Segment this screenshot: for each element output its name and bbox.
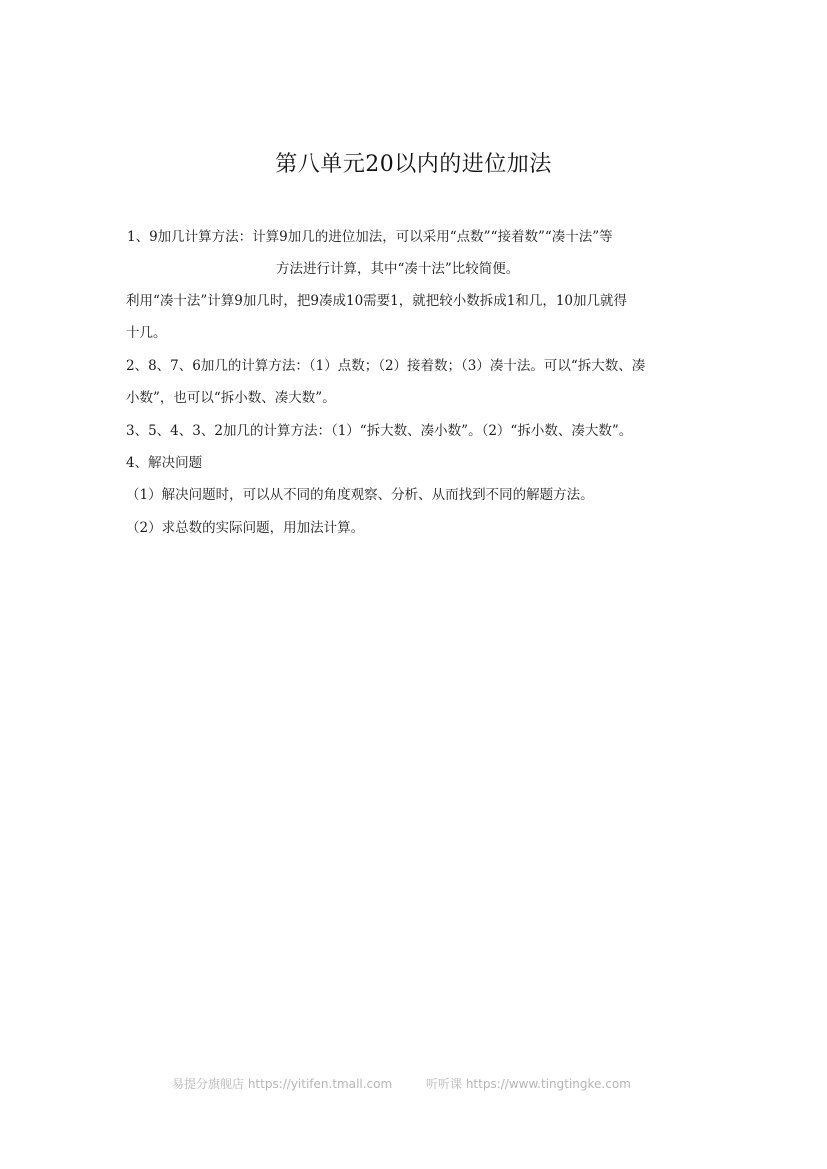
section-1-line-2: 方法进行计算，其中“凑十法”比较简便。 [276,261,520,277]
section-4-item-2: （2）求总数的实际问题，用加法计算。 [126,520,365,536]
section-2-line-1: 2、8、7、6加几的计算方法：（1）点数；（2）接着数；（3）凑十法。可以“拆大数、凑 [126,358,646,374]
paragraph-2-line-1: 利用“凑十法”计算9加几时，把9凑成10需要1，就把较小数拆成1和几，10加几就得 [126,293,628,309]
footer-left-watermark: 易提分旗舰店 https://yitifen.tmall.com [172,1077,393,1091]
section-2-line-2: 小数”，也可以“拆小数、凑大数”。 [126,390,336,406]
section-4-item-1: （1）解决问题时，可以从不同的角度观察、分析、从而找到不同的解题方法。 [126,487,594,503]
section-4-heading: 4、解决问题 [126,455,203,471]
section-1-line-1: 1、9加几计算方法：计算9加几的进位加法，可以采用“点数”“接着数”“凑十法”等 [127,229,613,245]
page-title: 第八单元20以内的进位加法 [275,152,552,177]
section-3-line-1: 3、5、4、3、2加几的计算方法：（1）“拆大数、凑小数”。（2）“拆小数、凑大数”。 [126,423,633,439]
footer-right-watermark: 听听课 https://www.tingtingke.com [426,1077,631,1091]
paragraph-2-line-2: 十几。 [126,325,167,341]
